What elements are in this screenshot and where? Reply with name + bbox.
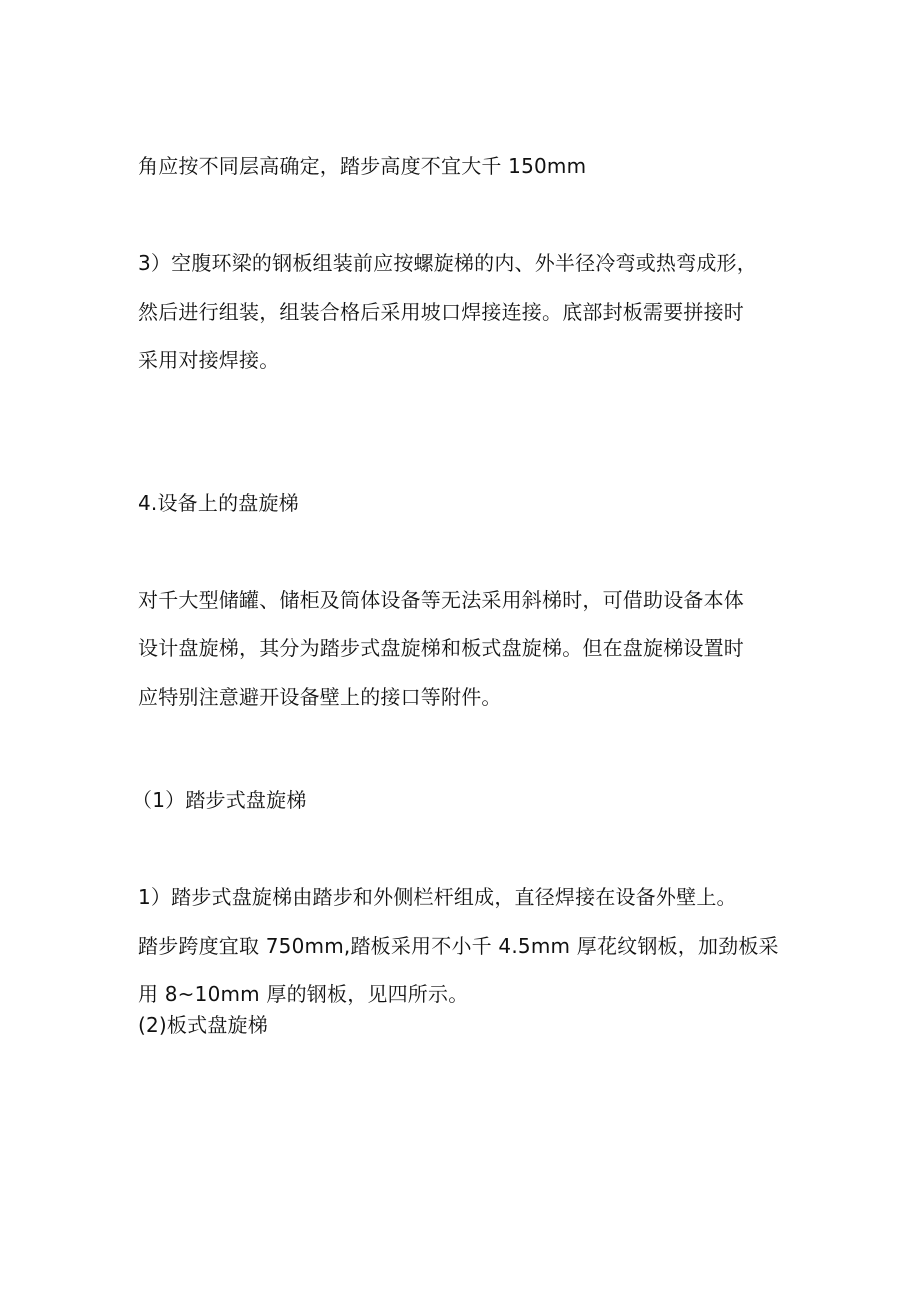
subsection-heading-1: （1）踏步式盘旋梯 (132, 788, 307, 812)
text-line-2: 3）空腹环梁的钢板组装前应按螺旋梯的内、外半径冷弯或热弯成形， (138, 251, 757, 275)
text-line-6: 对千大型储罐、储柜及筒体设备等无法采用斜梯时，可借助设备本体 (138, 588, 744, 612)
text-line-8: 应特别注意避开设备壁上的接口等附件。 (138, 685, 502, 709)
text-line-3: 然后进行组装，组装合格后采用坡口焊接连接。底部封板需要拼接时 (138, 300, 744, 324)
subsection-heading-2: (2)板式盘旋梯 (138, 1013, 268, 1037)
text-line-12: 用 8~10mm 厚的钢板，见四所示。 (138, 982, 469, 1006)
text-line-11: 踏步跨度宜取 750mm,踏板采用不小千 4.5mm 厚花纹钢板，加劲板采 (138, 934, 779, 958)
text-line-7: 设计盘旋梯，其分为踏步式盘旋梯和板式盘旋梯。但在盘旋梯设置时 (138, 636, 744, 660)
text-line-10: 1）踏步式盘旋梯由踏步和外侧栏杆组成，直径焊接在设备外壁上。 (138, 885, 737, 909)
text-line-4: 采用对接焊接。 (138, 348, 280, 372)
section-heading-4: 4.设备上的盘旋梯 (138, 491, 299, 515)
text-line-1: 角应按不同层高确定，踏步高度不宜大千 150mm (138, 154, 587, 178)
